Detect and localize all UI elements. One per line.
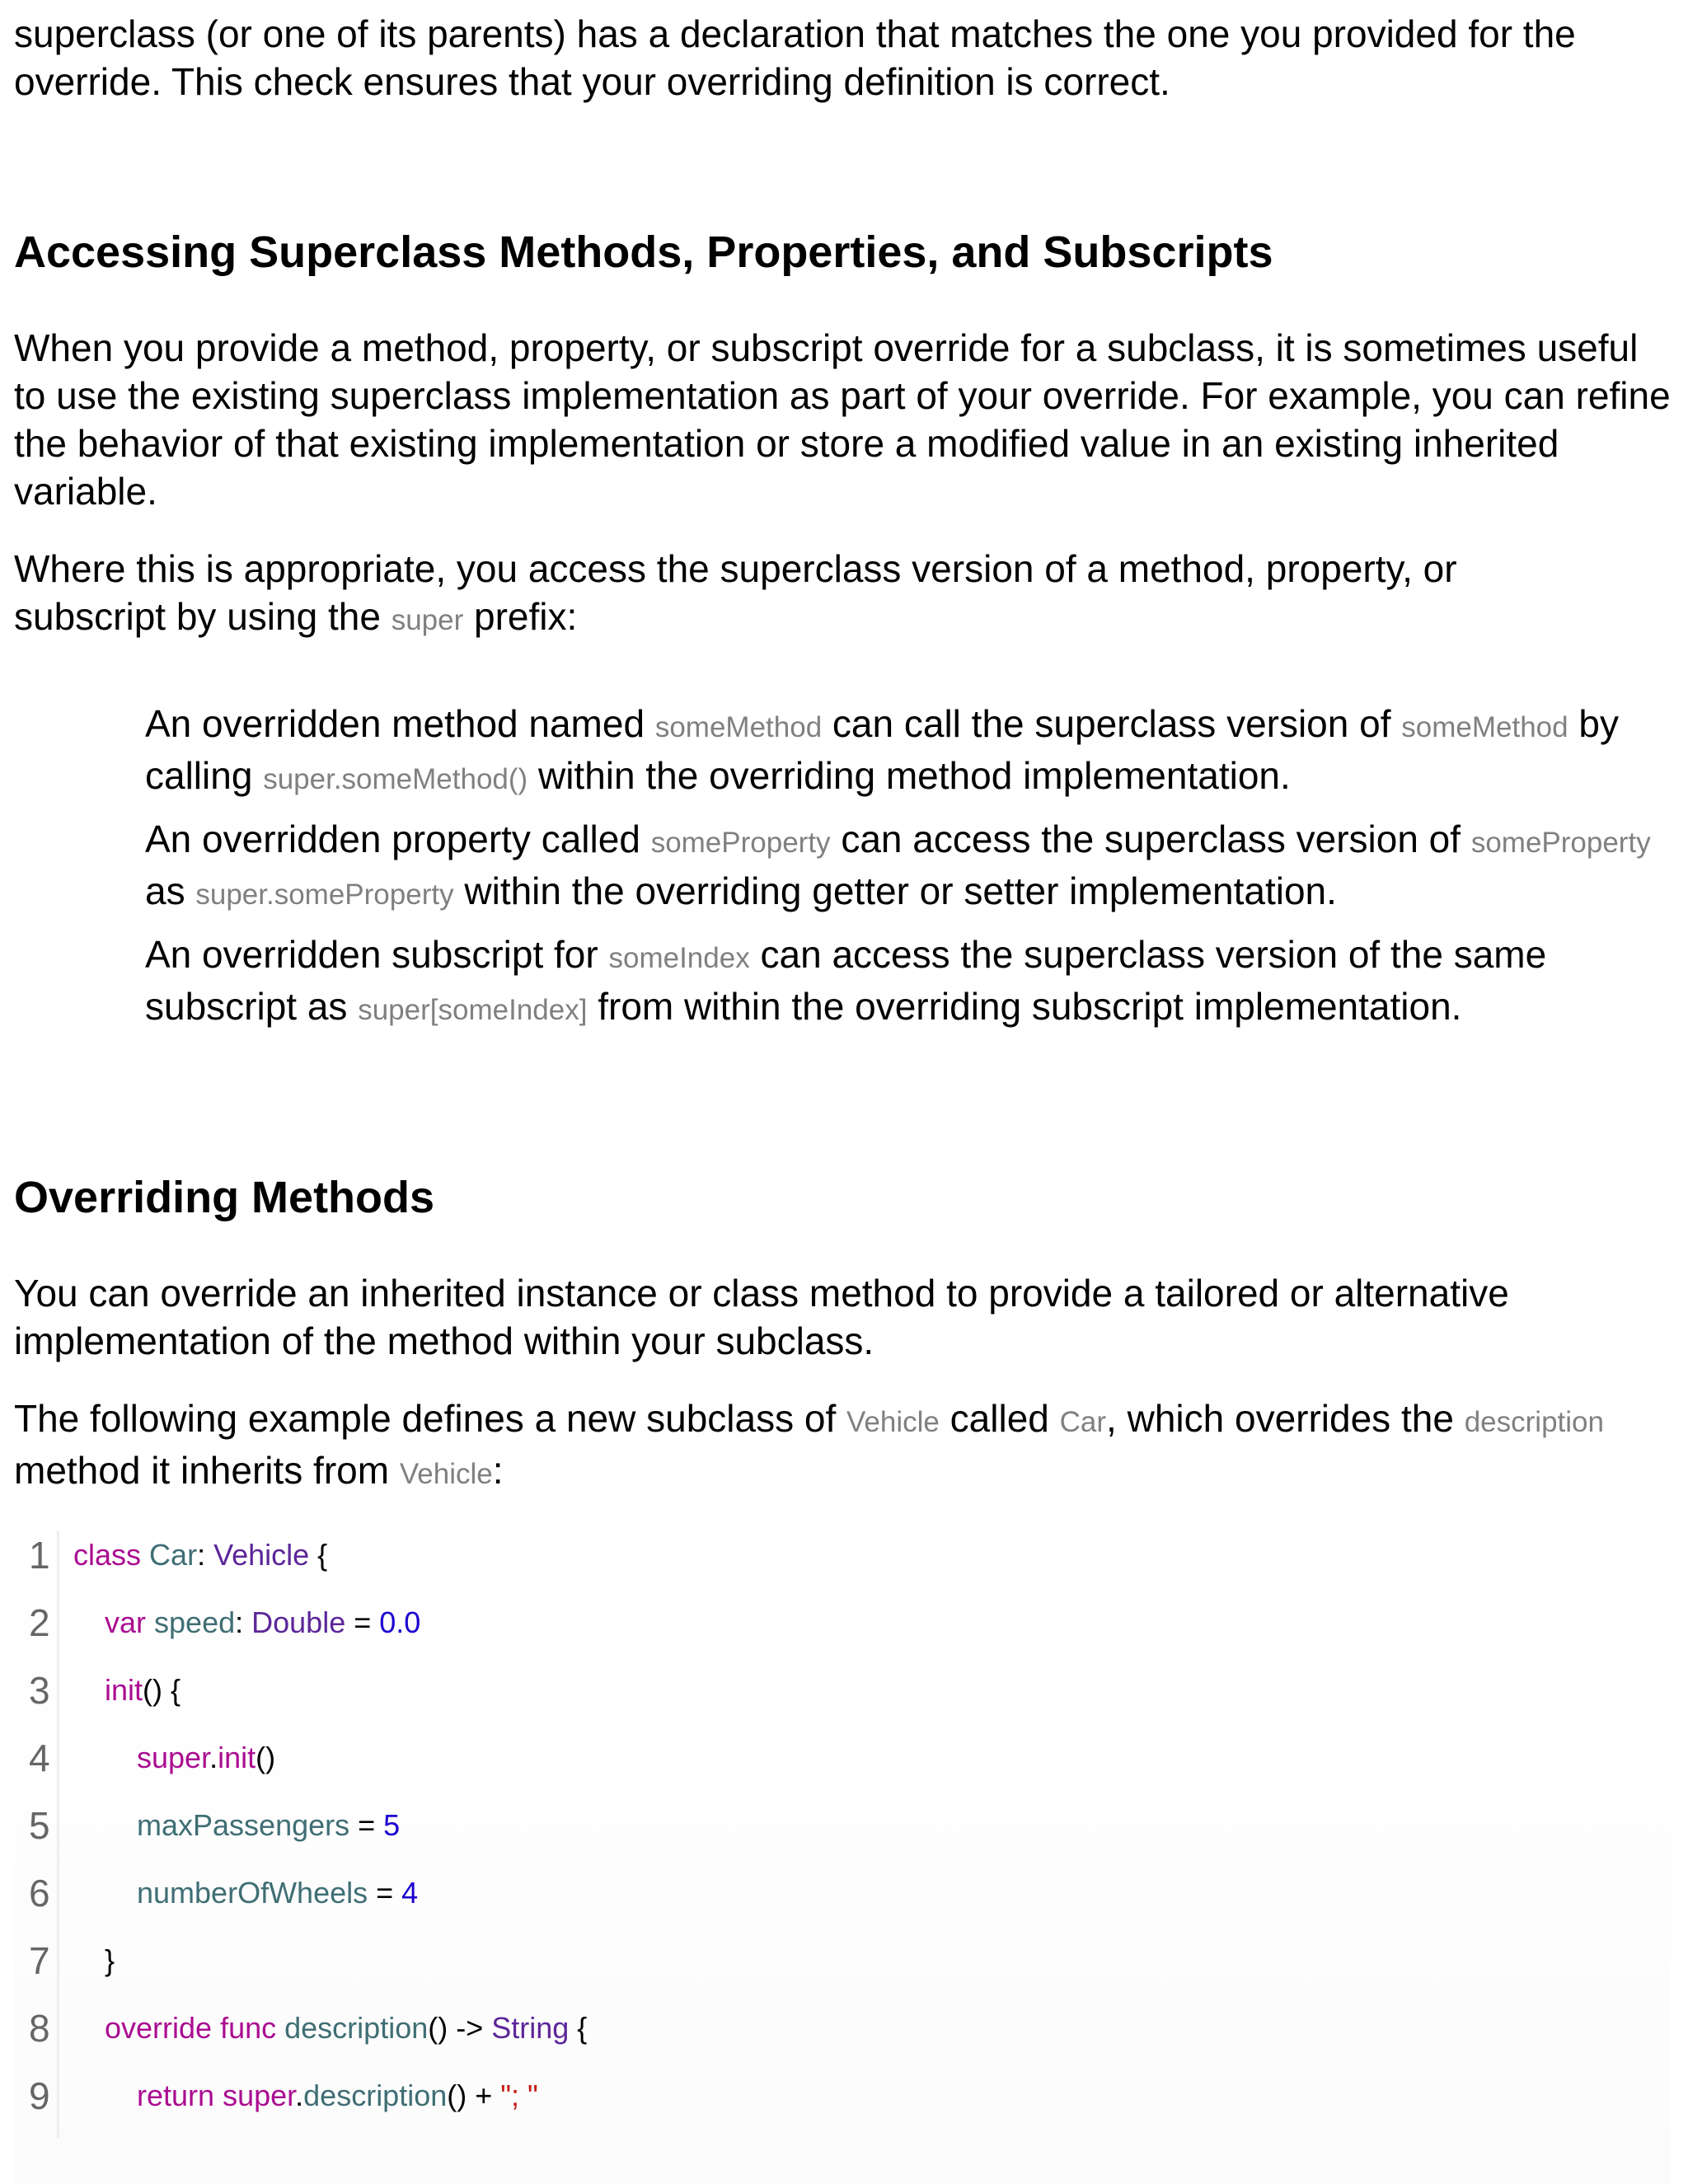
- paragraph-text: called: [939, 1397, 1060, 1440]
- code-line: [105, 1937, 115, 1985]
- code-token: () {: [143, 1673, 181, 1707]
- code-token: String: [491, 2011, 570, 2045]
- code-token: =: [349, 1808, 384, 1842]
- list-item-text: as: [145, 869, 196, 912]
- list-item-text: can access the superclass version of the same subscript as: [145, 933, 1547, 1028]
- code-token: =: [345, 1605, 380, 1639]
- code-token: init: [105, 1673, 143, 1707]
- code-token: [141, 1538, 149, 1572]
- list-item-text: within the overriding method implementation.: [528, 754, 1291, 797]
- paragraph-text: :: [492, 1449, 504, 1492]
- accessing-paragraph-2-text-b: prefix:: [463, 595, 578, 638]
- inline-code: someProperty: [650, 827, 831, 859]
- list-item-text: An overridden method named: [145, 702, 655, 745]
- inline-code-vehicle: Vehicle: [846, 1406, 940, 1438]
- inline-code-description: description: [1464, 1406, 1604, 1438]
- line-number: 7: [29, 1939, 50, 1982]
- line-number: 9: [29, 2074, 50, 2117]
- code-token: Double: [251, 1605, 346, 1639]
- code-line: [105, 1599, 420, 1647]
- code-line: [137, 1734, 275, 1782]
- code-line: [73, 1531, 327, 1579]
- line-number: 1: [29, 1534, 50, 1577]
- inline-code-vehicle: Vehicle: [399, 1458, 493, 1490]
- code-token: func: [220, 2011, 277, 2045]
- line-number: 5: [29, 1804, 50, 1847]
- code-token: () +: [447, 2079, 501, 2112]
- code-token: }: [105, 1943, 115, 1977]
- code-line: [137, 2072, 538, 2120]
- code-token: [214, 2079, 223, 2112]
- code-listing: [14, 1531, 1671, 2184]
- list-item: [145, 700, 1670, 804]
- accessing-paragraph-1: When you provide a method, property, or subscript override for a subclass, it is sometimes useful to use the existing superclass implementation as part of your override. For example, you can refine the behavior of that existing implementation or store a modified value in an existing inherited variable.: [14, 326, 1671, 513]
- code-token: () ->: [428, 2011, 492, 2045]
- code-token: Car: [149, 1538, 198, 1572]
- paragraph-text: The following example defines a new subclass of: [14, 1397, 847, 1440]
- code-token: return: [137, 2079, 215, 2112]
- line-number: 8: [29, 2007, 50, 2050]
- code-line: [105, 2004, 587, 2052]
- list-item-text: within the overriding getter or setter implementation.: [453, 869, 1337, 912]
- line-number: 4: [29, 1736, 50, 1779]
- code-token: super: [137, 1741, 210, 1774]
- inline-code: super[someIndex]: [358, 994, 588, 1026]
- intro-paragraph: superclass (or one of its parents) has a declaration that matches the one you provided for the override. This check ensures that your overriding definition is correct.: [14, 12, 1576, 103]
- list-item: [145, 815, 1670, 919]
- list-item-text: from within the overriding subscript implementation.: [587, 985, 1462, 1028]
- inline-code: someMethod: [1401, 711, 1568, 743]
- code-token: description: [303, 2079, 448, 2112]
- list-item-text: can call the superclass version of: [822, 702, 1402, 745]
- code-token: .: [209, 1741, 218, 1774]
- list-item-text: by calling: [145, 702, 1619, 797]
- inline-code: super.someProperty: [195, 879, 454, 911]
- inline-code: super.someMethod(): [263, 763, 528, 795]
- code-line: [137, 1802, 400, 1849]
- section-heading-overriding-methods: Overriding Methods: [14, 1173, 435, 1222]
- code-token: speed: [154, 1605, 236, 1639]
- accessing-paragraph-2-text-a: Where this is appropriate, you access the superclass version of a method, property, or subscript by using the: [14, 547, 1457, 638]
- line-number: 2: [29, 1601, 50, 1644]
- code-token: var: [105, 1605, 147, 1639]
- code-token: numberOfWheels: [137, 1876, 368, 1910]
- inline-code-super: super: [391, 604, 464, 636]
- code-token: init: [218, 1741, 256, 1774]
- code-token: [146, 1605, 154, 1639]
- code-token: 0.0: [379, 1605, 421, 1639]
- code-token: [276, 2011, 284, 2045]
- inline-code-car: Car: [1059, 1406, 1107, 1438]
- code-token: .: [295, 2079, 304, 2112]
- list-item-text: can access the superclass version of: [830, 818, 1471, 860]
- code-token: super: [223, 2079, 296, 2112]
- code-token: (): [256, 1741, 276, 1774]
- code-line: [137, 1869, 418, 1917]
- overriding-paragraph-2: [14, 1394, 1671, 1498]
- section-heading-accessing-superclass: Accessing Superclass Methods, Properties, and Subscripts: [14, 227, 1273, 277]
- code-token: Vehicle: [213, 1538, 310, 1572]
- code-token: 5: [383, 1808, 401, 1842]
- code-token: [212, 2011, 220, 2045]
- paragraph-text: , which overrides the: [1106, 1397, 1465, 1440]
- code-token: 4: [401, 1876, 419, 1910]
- code-token: {: [309, 1538, 328, 1572]
- line-number: 6: [29, 1872, 50, 1915]
- inline-code: someMethod: [654, 711, 823, 743]
- code-line: [105, 1666, 181, 1714]
- code-token: =: [368, 1876, 402, 1910]
- overriding-paragraph-1: You can override an inherited instance or class method to provide a tailored or alternative implementation of the method within your subclass.: [14, 1272, 1509, 1362]
- code-token: description: [284, 2011, 429, 2045]
- code-token: :: [197, 1538, 214, 1572]
- code-token: "; ": [500, 2079, 538, 2112]
- list-item-text: An overridden property called: [145, 818, 651, 860]
- list-item: [145, 930, 1670, 1034]
- list-item-text: An overridden subscript for: [145, 933, 609, 976]
- code-token: override: [105, 2011, 213, 2045]
- code-token: maxPassengers: [137, 1808, 350, 1842]
- inline-code: someProperty: [1470, 827, 1651, 859]
- paragraph-text: method it inherits from: [14, 1449, 400, 1492]
- line-number: 3: [29, 1669, 50, 1712]
- code-token: class: [73, 1538, 142, 1572]
- code-token: {: [569, 2011, 588, 2045]
- super-usage-list: [145, 700, 1670, 1046]
- accessing-paragraph-2: [14, 545, 1580, 644]
- inline-code: someIndex: [608, 942, 750, 974]
- code-token: :: [235, 1605, 252, 1639]
